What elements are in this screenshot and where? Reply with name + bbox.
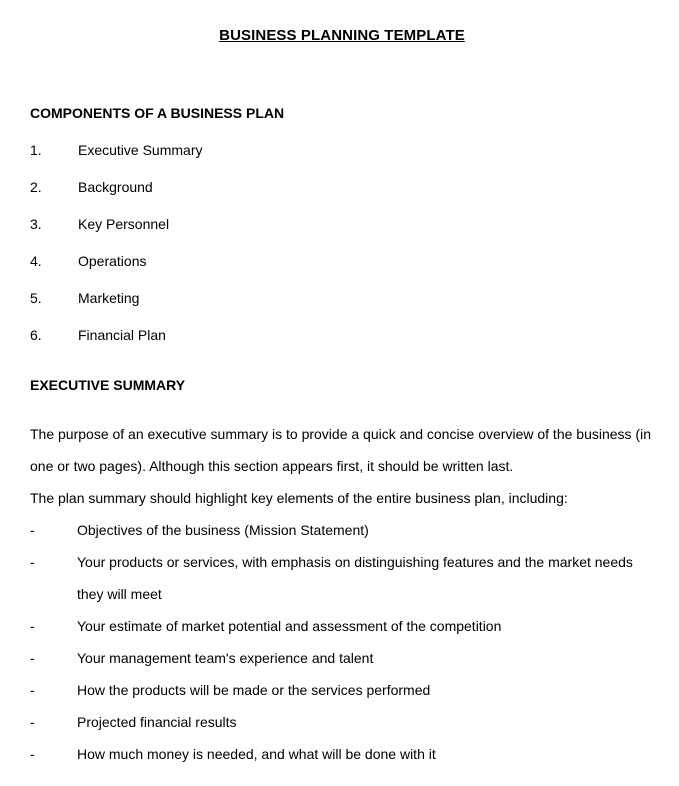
list-number: 2. (30, 179, 42, 195)
bullet-text: Projected financial results (77, 714, 237, 730)
plan-summary-bullets (30, 514, 647, 770)
list-item-label: Key Personnel (78, 216, 170, 232)
dash-bullet-marker: - (30, 554, 35, 570)
paragraph-line: one or two pages). Although this section appears first, it should be written last. (30, 458, 514, 474)
list-item-label: Operations (78, 253, 147, 269)
plan-summary-intro-paragraph: The plan summary should highlight key elements of the entire business plan, including: (30, 490, 568, 506)
document-title: BUSINESS PLANNING TEMPLATE (219, 27, 465, 44)
dash-bullet-marker: - (30, 714, 35, 730)
executive-summary-purpose-paragraph (30, 418, 660, 482)
paragraph-line: The purpose of an executive summary is to provide a quick and concise overview of the business (in (30, 426, 651, 442)
list-number: 3. (30, 216, 42, 232)
dash-bullet-marker: - (30, 618, 35, 634)
list-item-label: Executive Summary (78, 142, 203, 158)
list-number: 5. (30, 290, 42, 306)
list-item (30, 514, 647, 546)
bullet-text: How much money is needed, and what will be done with it (77, 746, 436, 762)
list-item (30, 706, 647, 738)
list-item (30, 546, 647, 610)
list-item-label: Financial Plan (78, 327, 166, 343)
list-item (30, 610, 647, 642)
bullet-text: Your management team's experience and talent (77, 650, 374, 666)
list-item (30, 738, 647, 770)
list-number: 6. (30, 327, 42, 343)
list-item (30, 642, 647, 674)
list-item-label: Marketing (78, 290, 140, 306)
bullet-text: How the products will be made or the services performed (77, 682, 431, 698)
components-heading: COMPONENTS OF A BUSINESS PLAN (30, 105, 285, 121)
executive-summary-heading: EXECUTIVE SUMMARY (30, 377, 186, 393)
list-number: 4. (30, 253, 42, 269)
dash-bullet-marker: - (30, 746, 35, 762)
list-number: 1. (30, 142, 42, 158)
dash-bullet-marker: - (30, 522, 35, 538)
bullet-text: Your estimate of market potential and assessment of the competition (77, 618, 502, 634)
dash-bullet-marker: - (30, 682, 35, 698)
bullet-text: Objectives of the business (Mission Statement) (77, 522, 369, 538)
bullet-text: Your products or services, with emphasis on distinguishing features and the market needs they will meet (77, 554, 633, 602)
dash-bullet-marker: - (30, 650, 35, 666)
list-item (30, 674, 647, 706)
list-item-label: Background (78, 179, 153, 195)
